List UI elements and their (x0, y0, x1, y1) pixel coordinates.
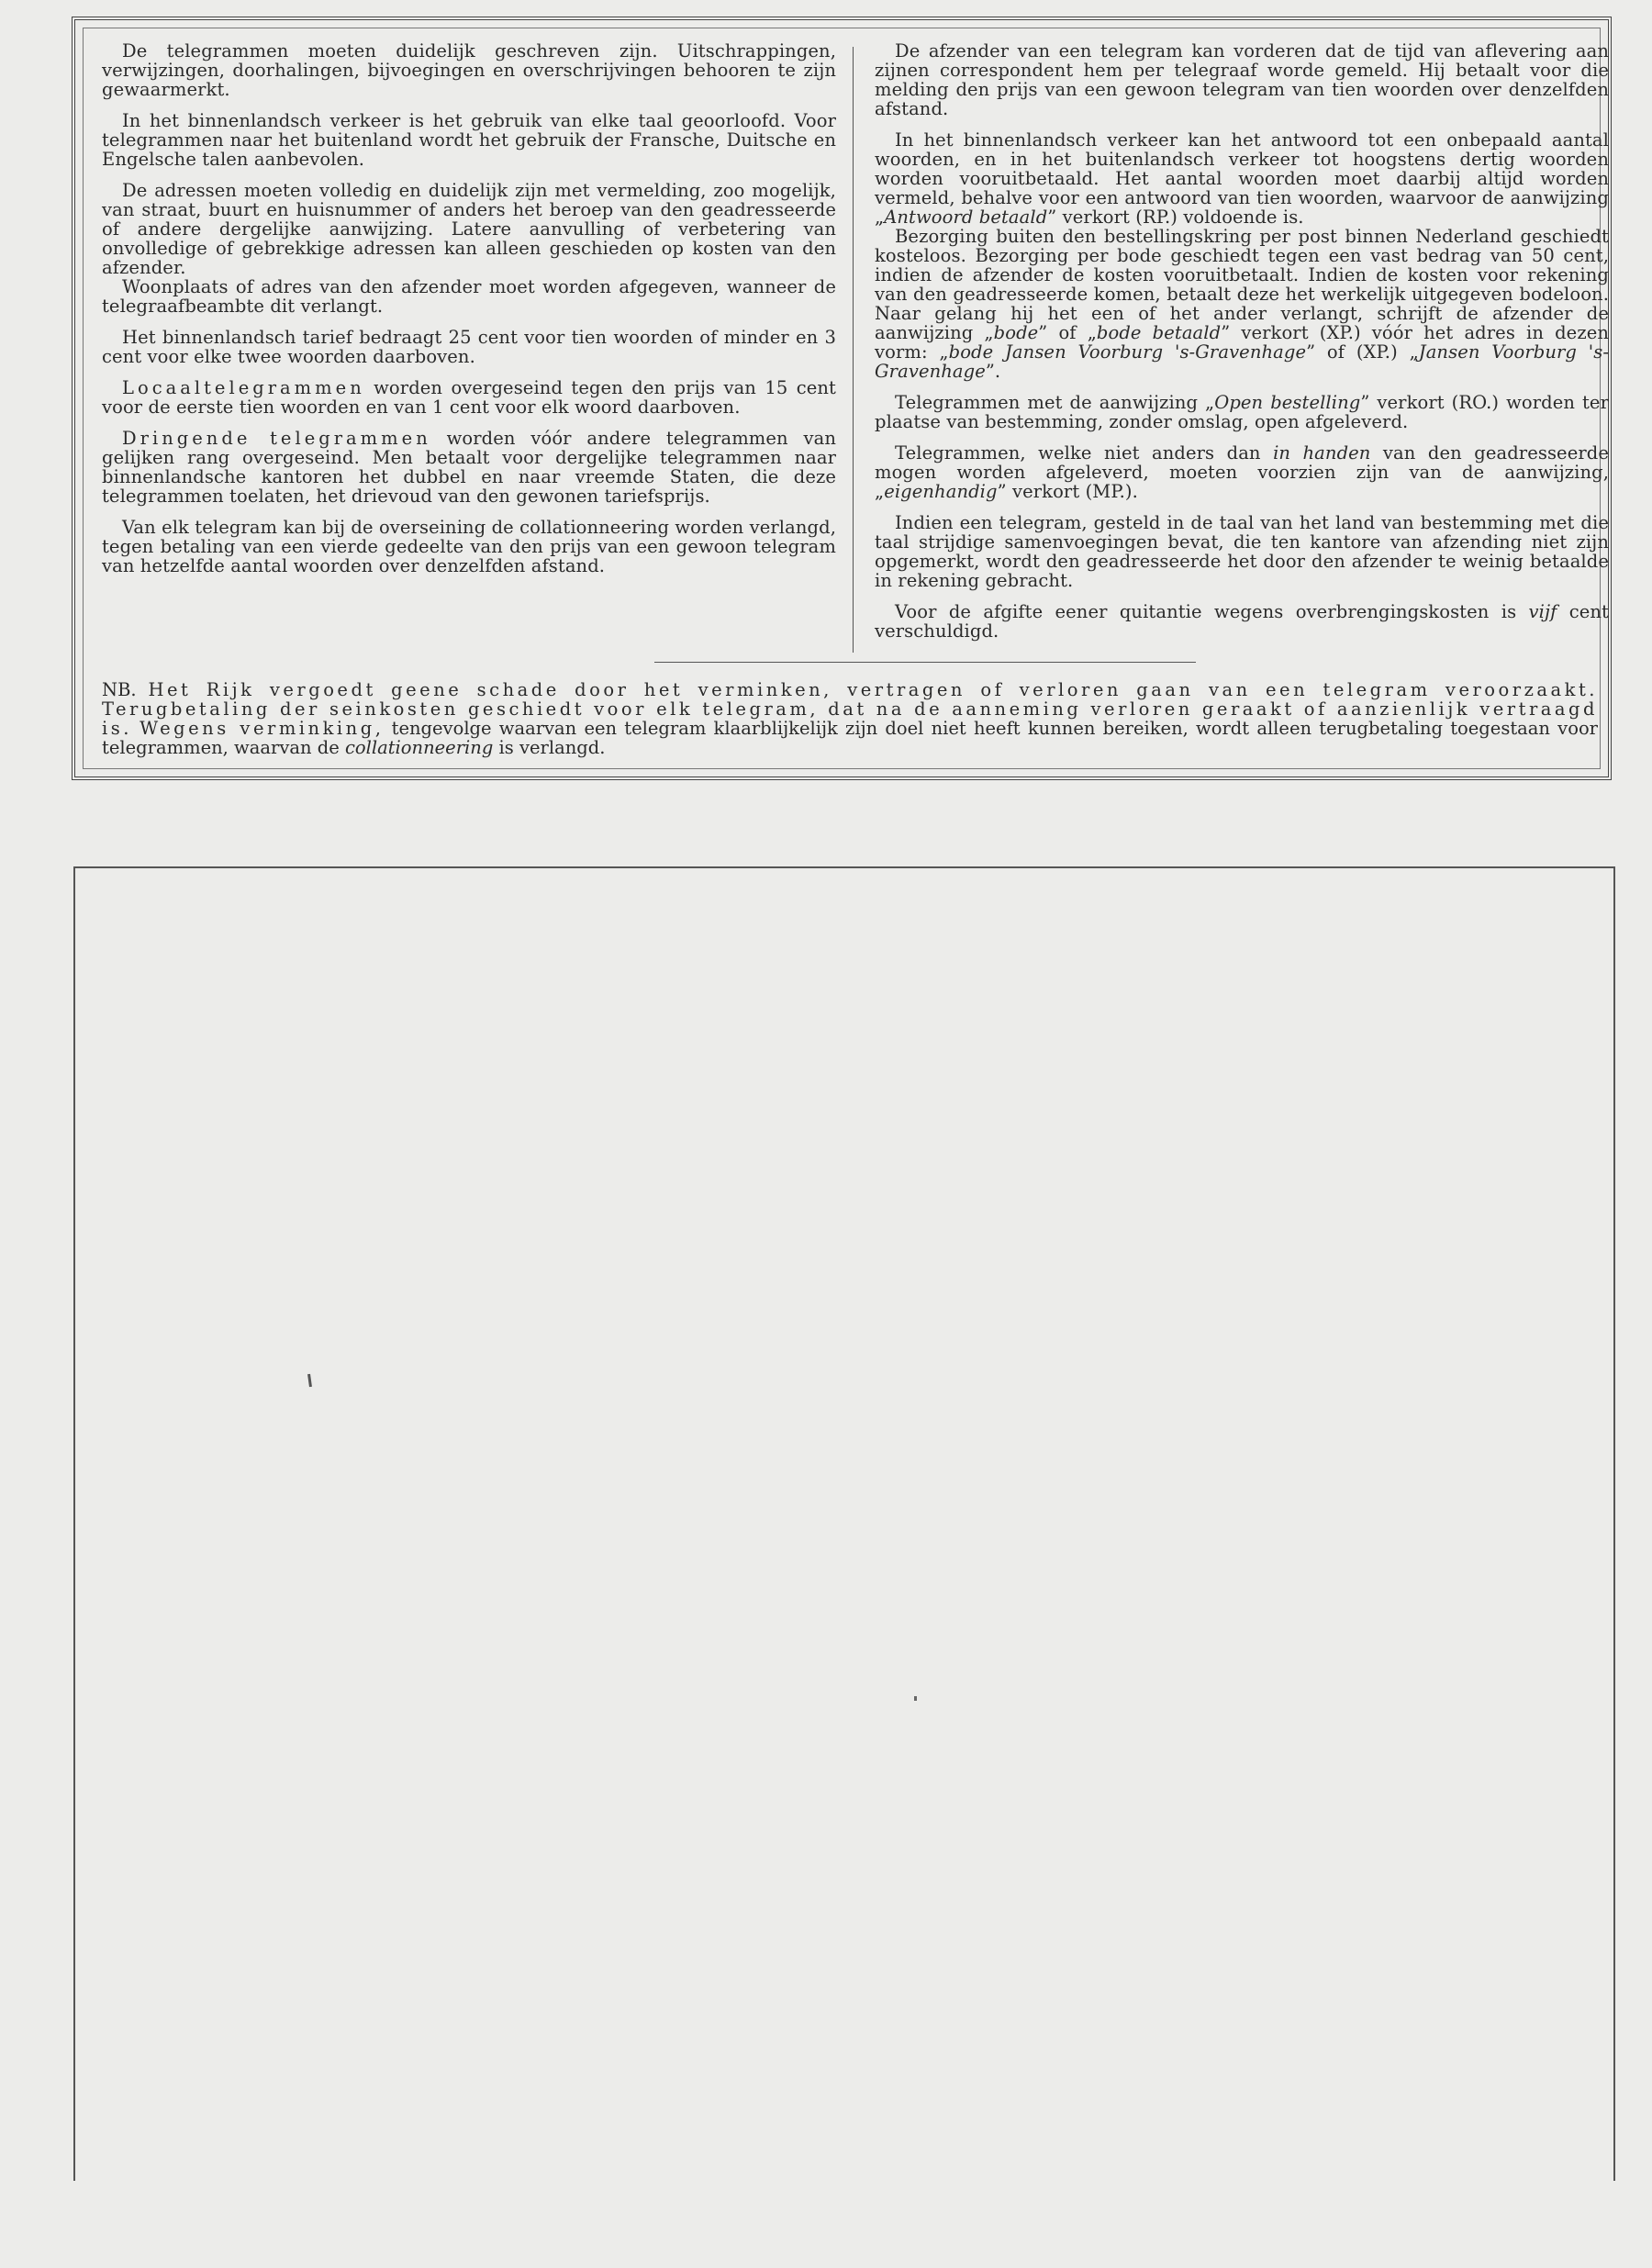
local-telegrams-text: worden overgeseind tegen den prijs van 15 cent voor de eerste tien woorden en van 1 cent voor elk woord daarboven. (102, 377, 836, 418)
paragraph-receipt (875, 602, 1609, 641)
paragraph-domestic-tariff: Het binnenlandsch tarief bedraagt 25 cent voor tien woorden of minder en 3 cent voor elke twee woorden daarboven. (102, 327, 836, 367)
nb-end: is verlangd. (493, 737, 606, 758)
urgent-telegrams-lead: Dringende telegrammen (122, 428, 431, 449)
messenger-code: ” verkort (XP.) vóór het adres in dezen vorm: „ (875, 322, 1609, 363)
nb-refund: Terugbetaling der seinkosten geschiedt voor elk telegram, dat na de aanneming verloren geraakt of aanzienlijk vertraagd is. (102, 698, 1598, 739)
personal-delivery-term-2: eigenhandig (884, 481, 998, 502)
messenger-end: ”. (985, 361, 1001, 382)
nb-liability: Het Rijk vergoedt geene schade door het verminken, vertragen of verloren gaan van een telegram veroorzaakt. (148, 679, 1598, 700)
paragraph-local-telegrams (102, 378, 836, 417)
reply-paid-text: In het binnenlandsch verkeer kan het antwoord tot een onbepaald aantal woorden, en in het buitenlandsch verkeer tot hoogstens dertig woorden worden vooruitbetaald. Het aantal woorden moet daarbij altijd worden vermeld, behalve voor een antwoord van tien woorden, waarvoor de aanwijzing „ (875, 129, 1609, 228)
paragraph-open-delivery (875, 393, 1609, 431)
open-delivery-text: Telegrammen met de aanwijzing „ (895, 392, 1215, 413)
receipt-text: Voor de afgifte eener quitantie wegens overbrengingskosten is (895, 601, 1529, 622)
local-telegrams-lead: Locaaltelegrammen (122, 377, 365, 398)
paragraph-writing: De telegrammen moeten duidelijk geschreven zijn. Uitschrappingen, verwijzingen, doorhalingen, bijvoegingen en overschrijvingen behooren te zijn gewaarmerkt. (102, 40, 836, 100)
personal-delivery-term-1: in handen (1273, 442, 1371, 464)
paragraph-collation: Van elk telegram kan bij de overseining de collationneering worden verlangd, tegen betaling van een vierde gedeelte van den prijs van een gewoon telegram van hetzelfde aantal woorden over denzelfden afstand. (102, 517, 836, 576)
messenger-text: Bezorging buiten den bestellingskring per post binnen Nederland geschiedt kosteloos. Bezorging per bode geschiedt tegen een vast bedrag van 50 cent, indien de afzender de kosten vooruitbetaalt. Indien de kosten voor rekening van den geadresseerde komen, betaalt deze het werkelijk uitgegeven bodeloon. Naar gelang hij het een of het ander verlangt, schrijft de afzender de aanwijzing „ (875, 226, 1609, 343)
inner-frame (83, 28, 1610, 769)
personal-delivery-text: Telegrammen, welke niet anders dan (895, 442, 1274, 464)
personal-delivery-mid: van den geadresseerde mogen worden afgeleverd, moeten voorzien zijn van de aanwijzing, „ (875, 442, 1609, 502)
personal-delivery-code: ” verkort (MP.). (997, 481, 1138, 502)
nb-notice (102, 680, 1598, 757)
paragraph-sender-address: Woonplaats of adres van den afzender moet worden afgegeven, wanneer de telegraafbeambte dit verlangt. (102, 276, 836, 317)
open-delivery-rest: ” verkort (RO.) worden ter plaatse van bestemming, zonder omslag, open afgeleverd. (875, 392, 1609, 432)
left-column (102, 41, 836, 587)
nb-mutilation-text: tengevolge waarvan een telegram klaarblijkelijk zijn doel niet heeft kunnen bereiken, wordt alleen terugbetaling toegestaan voor telegrammen, waarvan de (102, 718, 1599, 758)
nb-lead: NB. (102, 679, 137, 700)
paragraph-language: In het binnenlandsch verkeer is het gebruik van elke taal geoorloofd. Voor telegrammen naar het buitenland wordt het gebruik der Fransche, Duitsche en Engelsche talen aanbevolen. (102, 110, 836, 170)
messenger-term-bode: bode (993, 322, 1039, 343)
urgent-telegrams-text: worden vóór andere telegrammen van gelijken rang overgeseind. Men betaalt voor dergelijke telegrammen naar binnenlandsche kantoren het dubbel en naar vreemde Staten, die deze telegrammen toelaten, het drievoud van den gewonen tariefsprijs. (102, 428, 837, 507)
paragraph-language-combinations: Indien een telegram, gesteld in de taal van het land van bestemming met die taal strijdige samenvoegingen bevat, die ten kantore van afzending niet zijn opgemerkt, wordt den geadresseerde het door den afzender te weinig betaalde in rekening gebracht. (875, 512, 1609, 591)
messenger-term-paid: bode betaald (1096, 322, 1222, 343)
section-separator (654, 662, 1196, 663)
messenger-example-1: bode Jansen Voorburg 's-Gravenhage (948, 341, 1307, 363)
paragraph-urgent-telegrams (102, 429, 836, 506)
paragraph-addresses: De adressen moeten volledig en duidelijk zijn met vermelding, zoo mogelijk, van straat, buurt en huisnummer of anders het beroep van den geadresseerde of andere dergelijke aanwijzing. Latere aanvulling of verbetering van onvolledige of gebrekkige adressen kan alleen geschieden op kosten van den afzender. (102, 180, 836, 278)
paragraph-delivery-time: De afzender van een telegram kan vorderen dat de tijd van aflevering aan zijnen correspondent hem per telegraaf worde gemeld. Hij betaalt voor die melding den prijs van een gewoon telegram van tien woorden over denzelfden afstand. (875, 40, 1609, 119)
reply-paid-code: ” verkort (RP.) voldoende is. (1047, 207, 1304, 228)
nb-collation-term: collationneering (344, 737, 494, 758)
right-column (875, 41, 1609, 653)
paragraph-delivery-messenger (875, 227, 1609, 381)
paragraph-personal-delivery (875, 443, 1609, 501)
messenger-or-xp: ” of (XP.) „ (1306, 341, 1419, 363)
reply-paid-term: Antwoord betaald (884, 207, 1048, 228)
messenger-or: ” of „ (1038, 322, 1097, 343)
receipt-amount: vijf (1528, 601, 1557, 622)
ink-speck (914, 1696, 917, 1701)
receipt-end: cent verschuldigd. (875, 601, 1609, 642)
nb-mutilation-lead: Wegens verminking, (140, 718, 385, 739)
messenger-example-2: Jansen Voorburg 's-Gravenhage (875, 341, 1610, 382)
blank-form-area (73, 866, 1615, 2181)
column-divider (853, 47, 854, 653)
paragraph-reply-paid (875, 130, 1609, 227)
instructions-box (72, 17, 1612, 780)
open-delivery-term: Open bestelling (1214, 392, 1361, 413)
